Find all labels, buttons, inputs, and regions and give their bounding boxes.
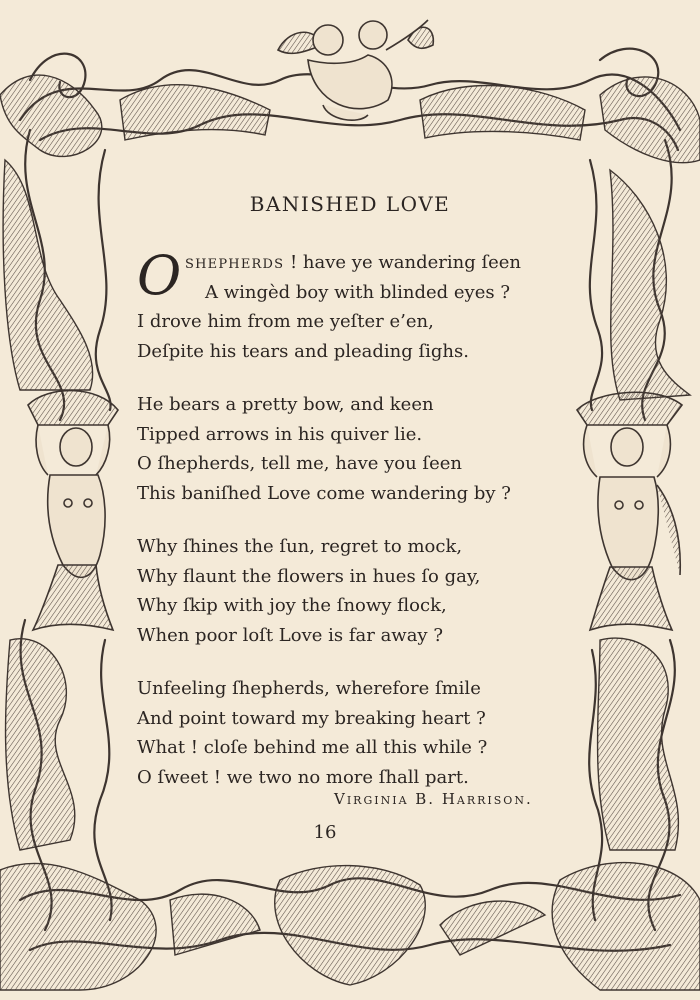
poem-line [137, 248, 557, 278]
poem-body [137, 244, 557, 816]
poem-line: Why flaunt the flowers in hues ſo gay, [137, 565, 481, 587]
stanza [137, 532, 557, 650]
poem-line: When poor loſt Love is far away ? [137, 624, 443, 646]
poem-line: Why ſhines the ſun, regret to mock, [137, 536, 463, 557]
poem-line: Unfeeling ſhepherds, wherefore ſmile [137, 678, 481, 699]
poem-line: Why ſkip with joy the ſnowy flock, [137, 595, 447, 616]
poem-line: Deſpite his tears and pleading ſighs. [137, 340, 469, 362]
poem-line: And point toward my breaking heart ? [137, 707, 486, 729]
poem-line: I drove him from me yeſter e’en, [137, 311, 434, 332]
author-signature: Virginia B. Harrison. [334, 790, 533, 808]
stanza [137, 244, 557, 366]
stanza [137, 390, 557, 508]
caryatid-figures-icon [572, 385, 687, 635]
poem-line: O ſhepherds, tell me, have you ſeen [137, 453, 462, 474]
poem-line: O ſweet ! we two no more ſhall part. [137, 766, 469, 788]
poem-line: He bears a pretty bow, and keen [137, 394, 434, 415]
poem-line: This baniſhed Love come wandering by ? [137, 482, 511, 504]
page-title: BANISHED LOVE [249, 192, 451, 216]
small-caps-word: shepherds [185, 252, 285, 273]
poem-line-text: ! have ye wandering ſeen [289, 252, 521, 273]
poem-line: A wingèd boy with blinded eyes ? [205, 281, 510, 303]
poem-line: Tipped arrows in his quiver lie. [137, 423, 423, 445]
caryatid-figures-icon [18, 385, 128, 635]
cherubs-icon [268, 10, 438, 130]
poem-line: What ! cloſe behind me all this while ? [137, 737, 488, 758]
drop-cap: O [137, 244, 182, 307]
stanza [137, 674, 557, 792]
page-number: 16 [313, 822, 337, 843]
